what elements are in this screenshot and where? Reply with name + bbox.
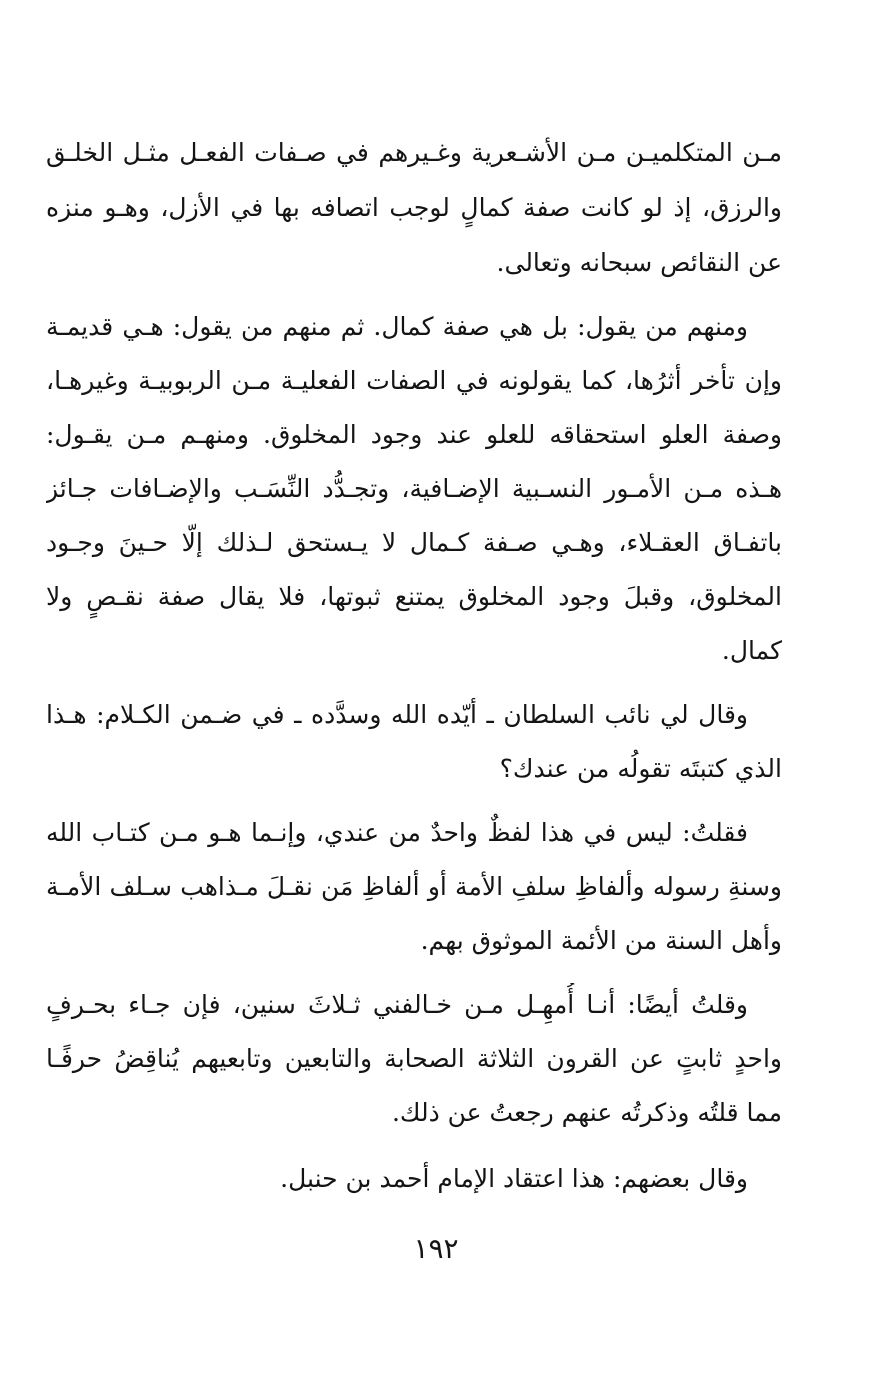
text-line: عن النقائص سبحانه وتعالى. (496, 248, 782, 277)
text-line: هـذه مـن الأمـور النسـبية الإضـافية، وتجـدُّد النِّسَـب والإضـافات جـائز (46, 474, 782, 503)
text-line: وقال بعضهم: هذا اعتقاد الإمام أحمد بن حنبل. (280, 1164, 748, 1193)
text-line: مـن المتكلميـن مـن الأشـعرية وغـيرهم في صـفات الفعـل مثـل الخلـق (46, 138, 782, 167)
text-line: فقلتُ: ليس في هذا لفظٌ واحدٌ من عندي، وإنـما هـو مـن كتـاب الله (46, 818, 748, 847)
text-line: الذي كتبتَه تقولُه من عندك؟ (499, 754, 782, 783)
text-line: وأهل السنة من الأئمة الموثوق بهم. (420, 926, 782, 955)
text-line: وصفة العلو استحقاقه للعلو عند وجود المخلوق. ومنهـم مـن يقـول: (46, 420, 782, 449)
text-line: وقال لي نائب السلطان ـ أيّده الله وسدَّده ـ في ضـمن الكـلام: هـذا (46, 700, 748, 729)
text-line: ومنهم من يقول: بل هي صفة كمال. ثم منهم من يقول: هـي قديمـة (46, 312, 748, 341)
page-number: ١٩٢ (413, 1232, 459, 1265)
text-line: وقلتُ أيضًا: أنـا أُمهِـل مـن خـالفني ثـلاثَ سنين، فإن جـاء بحـرفٍ (46, 990, 749, 1019)
text-line: والرزق، إذ لو كانت صفة كمالٍ لوجب اتصافه بها في الأزل، وهـو منزه (46, 193, 782, 222)
text-line: كمال. (721, 636, 782, 665)
text-line: المخلوق، وقبلَ وجود المخلوق يمتنع ثبوتها، فلا يقال صفة نقـصٍ ولا (46, 582, 782, 611)
text-line: وسنةِ رسوله وألفاظِ سلفِ الأمة أو ألفاظِ مَن نقـلَ مـذاهب سـلف الأمـة (46, 872, 782, 901)
text-line: مما قلتُه وذكرتُه عنهم رجعتُ عن ذلك. (391, 1098, 782, 1127)
text-line: واحدٍ ثابتٍ عن القرون الثلاثة الصحابة والتابعين وتابعيهم يُناقِضُ حرفًـا (46, 1044, 782, 1073)
text-line: باتفـاق العقـلاء، وهـي صـفة كـمال لا يـستحق لـذلك إلّا حـينَ وجـود (46, 528, 782, 557)
text-line: وإن تأخر أثرُها، كما يقولونه في الصفات الفعليـة مـن الربوبيـة وغيرهـا، (46, 366, 782, 395)
